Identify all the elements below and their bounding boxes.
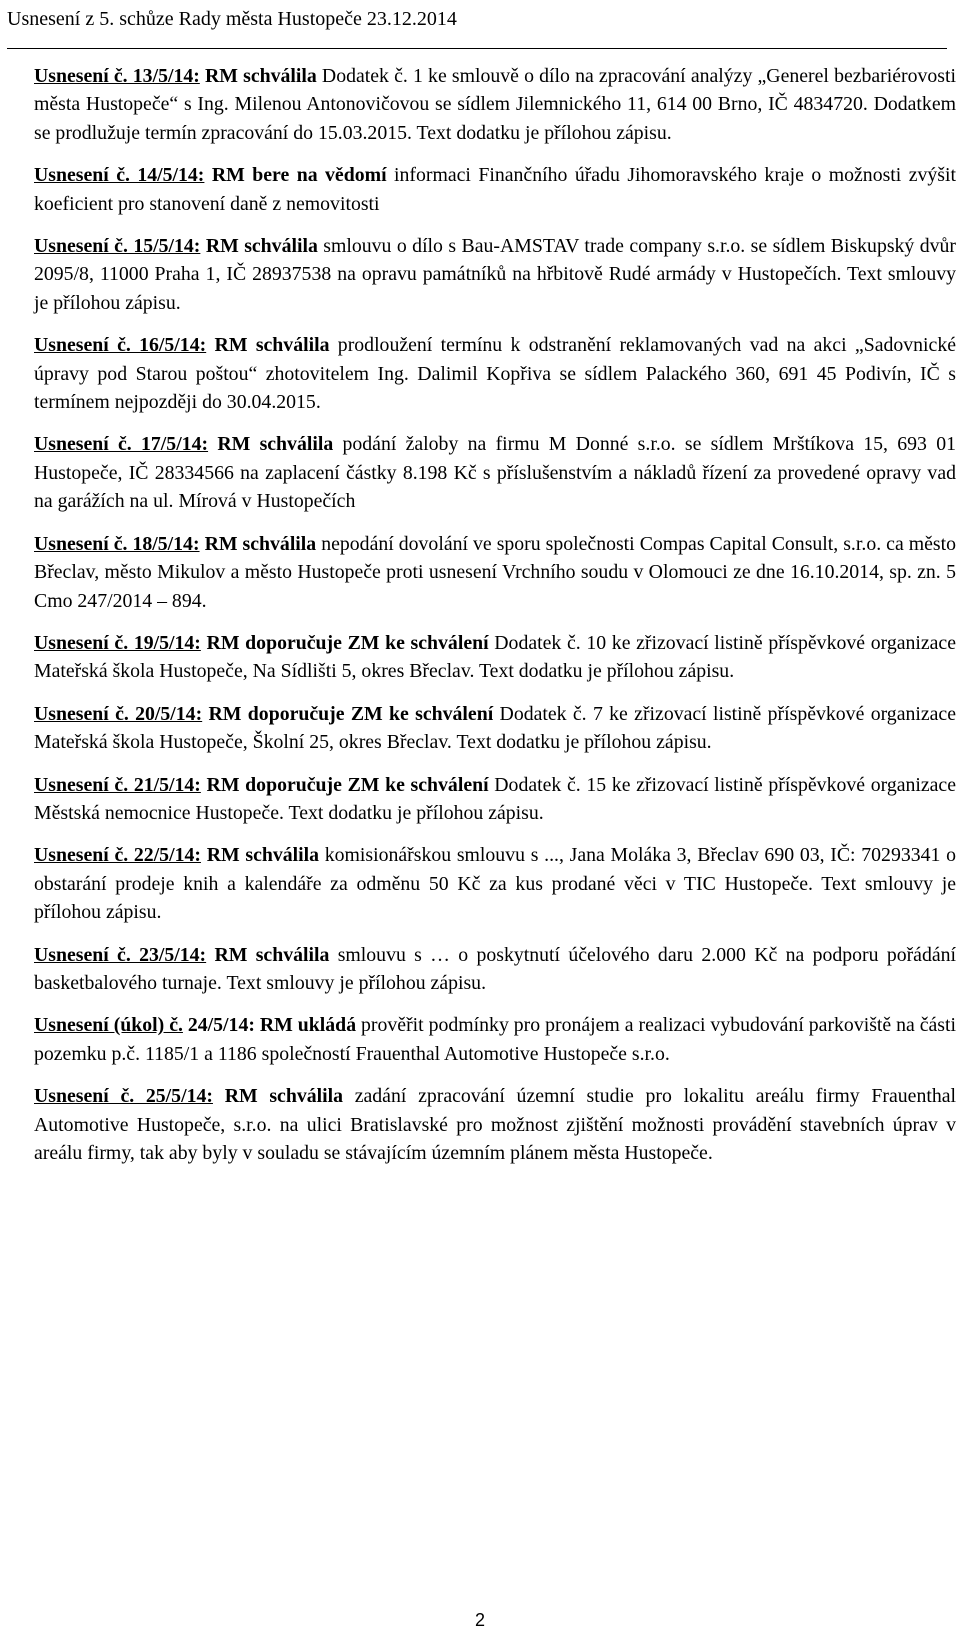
resolution-label: Usnesení č. 17/5/14: xyxy=(34,433,209,456)
resolution-label: Usnesení č. 15/5/14: xyxy=(34,235,201,258)
resolution-text: smlouvu o dílo s Bau-AMSTAV trade company s.r.o. se sídlem Biskupský dvůr 2095/8, 11000 Praha 1, IČ 28937538 na opravu památníků na hřbitově Rudé armády v Hustopečích. Text smlouvy je přílohou zápisu. xyxy=(34,235,957,314)
resolution-21 xyxy=(34,771,956,828)
resolution-18 xyxy=(34,530,956,615)
resolution-action: RM doporučuje ZM ke schválení xyxy=(208,702,494,725)
resolution-text: Dodatek č. 7 ke zřizovací listině příspěvkové organizace Mateřská škola Hustopeče, Školní 25, okres Břeclav. Text dodatku je přílohou zápisu. xyxy=(34,702,956,754)
resolution-label: Usnesení (úkol) č. xyxy=(34,1014,183,1037)
page-number: 2 xyxy=(474,1610,485,1630)
resolution-action: RM doporučuje ZM ke schválení xyxy=(206,773,489,796)
resolution-label: Usnesení č. 14/5/14: xyxy=(34,164,205,187)
resolution-25 xyxy=(34,1082,956,1167)
resolution-label: Usnesení č. 23/5/14: xyxy=(34,943,207,966)
resolution-action: RM bere na vědomí xyxy=(211,164,387,187)
header-title: Usnesení z 5. schůze Rady města Hustopeče 23.12.2014 xyxy=(7,8,457,30)
resolution-label: Usnesení č. 22/5/14: xyxy=(34,844,201,867)
resolution-text: prověřit podmínky pro pronájem a realizaci vybudování parkoviště na části pozemku p.č. 1185/1 a 1186 společností Frauenthal Automotive Hustopeče s.r.o. xyxy=(34,1014,956,1065)
resolution-20 xyxy=(34,700,956,757)
resolution-action: RM ukládá xyxy=(259,1014,357,1037)
resolution-text: komisionářskou smlouvu s ..., Jana Moláka 3, Břeclav 690 03, IČ: 70293341 o obstarání prodeje knih a kalendáře za odměnu 50 Kč za kus prodané věci v TIC Hustopeče. Text smlouvy je přílohou zápisu. xyxy=(34,844,957,924)
resolution-text: Dodatek č. 15 ke zřizovací listině příspěvkové organizace Městská nemocnice Hustopeče. Text dodatku je přílohou zápisu. xyxy=(34,773,956,824)
resolution-text: Dodatek č. 1 ke smlouvě o dílo na zpracování analýzy „Generel bezbariérovosti města Hustopeče“ s Ing. Milenou Antonovičovou se sídlem Jilemnického 11, 614 00 Brno, IČ 4834720. Dodatkem se prodlužuje termín zpracování do 15.03.2015. Text dodatku je přílohou zápisu. xyxy=(34,65,956,144)
resolution-13 xyxy=(34,62,956,147)
resolution-text: prodloužení termínu k odstranění reklamovaných vad na akci „Sadovnické úpravy pod Starou poštou“ zhotovitelem Ing. Dalimil Kopřiva se sídlem Palackého 360, 691 45 Podivín, IČ s termínem nejpozději do 30.04.2015. xyxy=(34,334,956,414)
resolution-action: RM schválila xyxy=(205,65,317,87)
resolution-action: RM schválila xyxy=(204,532,317,555)
resolution-text: podání žaloby na firmu M Donné s.r.o. se sídlem Mrštíkova 15, 693 01 Hustopeče, IČ 28334566 na zaplacení částky 8.198 Kč s příslušenstvím a nákladů řízení za provedené opravy vad na garážích na ul. Mírová v Hustopečích xyxy=(34,433,956,513)
resolution-text: informaci Finančního úřadu Jihomoravského kraje o možnosti zvýšit koeficient pro stanovení daně z nemovitosti xyxy=(34,164,956,215)
resolution-label-number: 24/5/14: xyxy=(187,1014,255,1037)
resolution-action: RM schválila xyxy=(206,844,320,867)
resolution-14 xyxy=(34,161,956,218)
resolution-23 xyxy=(34,941,956,998)
resolution-action: RM schválila xyxy=(217,433,334,456)
resolution-label: Usnesení č. 16/5/14: xyxy=(34,334,207,357)
document-header xyxy=(7,8,947,49)
resolution-label: Usnesení č. 25/5/14: xyxy=(34,1085,213,1108)
resolution-action: RM doporučuje ZM ke schválení xyxy=(206,631,489,654)
resolution-action: RM schválila xyxy=(224,1085,344,1108)
resolution-text: nepodání dovolání ve sporu společnosti Compas Capital Consult, s.r.o. ca město Břeclav, město Mikulov a město Hustopeče proti usnesení Vrchního soudu v Olomouci ze dne 16.10.2014, sp. zn. 5 Cmo 247/2014 – 894. xyxy=(34,532,957,612)
resolution-action: RM schválila xyxy=(205,235,318,258)
resolution-label: Usnesení č. 20/5/14: xyxy=(34,702,203,725)
resolutions-list xyxy=(34,62,956,1167)
resolution-label: Usnesení č. 21/5/14: xyxy=(34,773,201,796)
resolution-16 xyxy=(34,331,956,416)
resolution-action: RM schválila xyxy=(214,943,330,966)
resolution-action: RM schválila xyxy=(214,334,330,357)
resolution-label: Usnesení č. 13/5/14: xyxy=(34,65,200,87)
resolution-label: Usnesení č. 18/5/14: xyxy=(34,532,200,555)
resolution-label: Usnesení č. 19/5/14: xyxy=(34,631,201,654)
resolution-text: smlouvu s … o poskytnutí účelového daru 2.000 Kč na podporu pořádání basketbalového turnaje. Text smlouvy je přílohou zápisu. xyxy=(34,943,957,994)
resolution-17 xyxy=(34,430,956,515)
resolution-19 xyxy=(34,629,956,686)
resolution-24 xyxy=(34,1011,956,1068)
resolution-text: Dodatek č. 10 ke zřizovací listině příspěvkové organizace Mateřská škola Hustopeče, Na Sídlišti 5, okres Břeclav. Text dodatku je přílohou zápisu. xyxy=(34,631,956,683)
resolution-15 xyxy=(34,232,956,317)
resolution-text: zadání zpracování územní studie pro lokalitu areálu firmy Frauenthal Automotive Hustopeče, s.r.o. na ulici Bratislavské pro možnost zjištění možnosti provádění stavebních úprav v areálu firmy, tak aby byly v souladu se stávajícím územním plánem města Hustopeče. xyxy=(34,1085,957,1164)
resolution-22 xyxy=(34,841,956,926)
